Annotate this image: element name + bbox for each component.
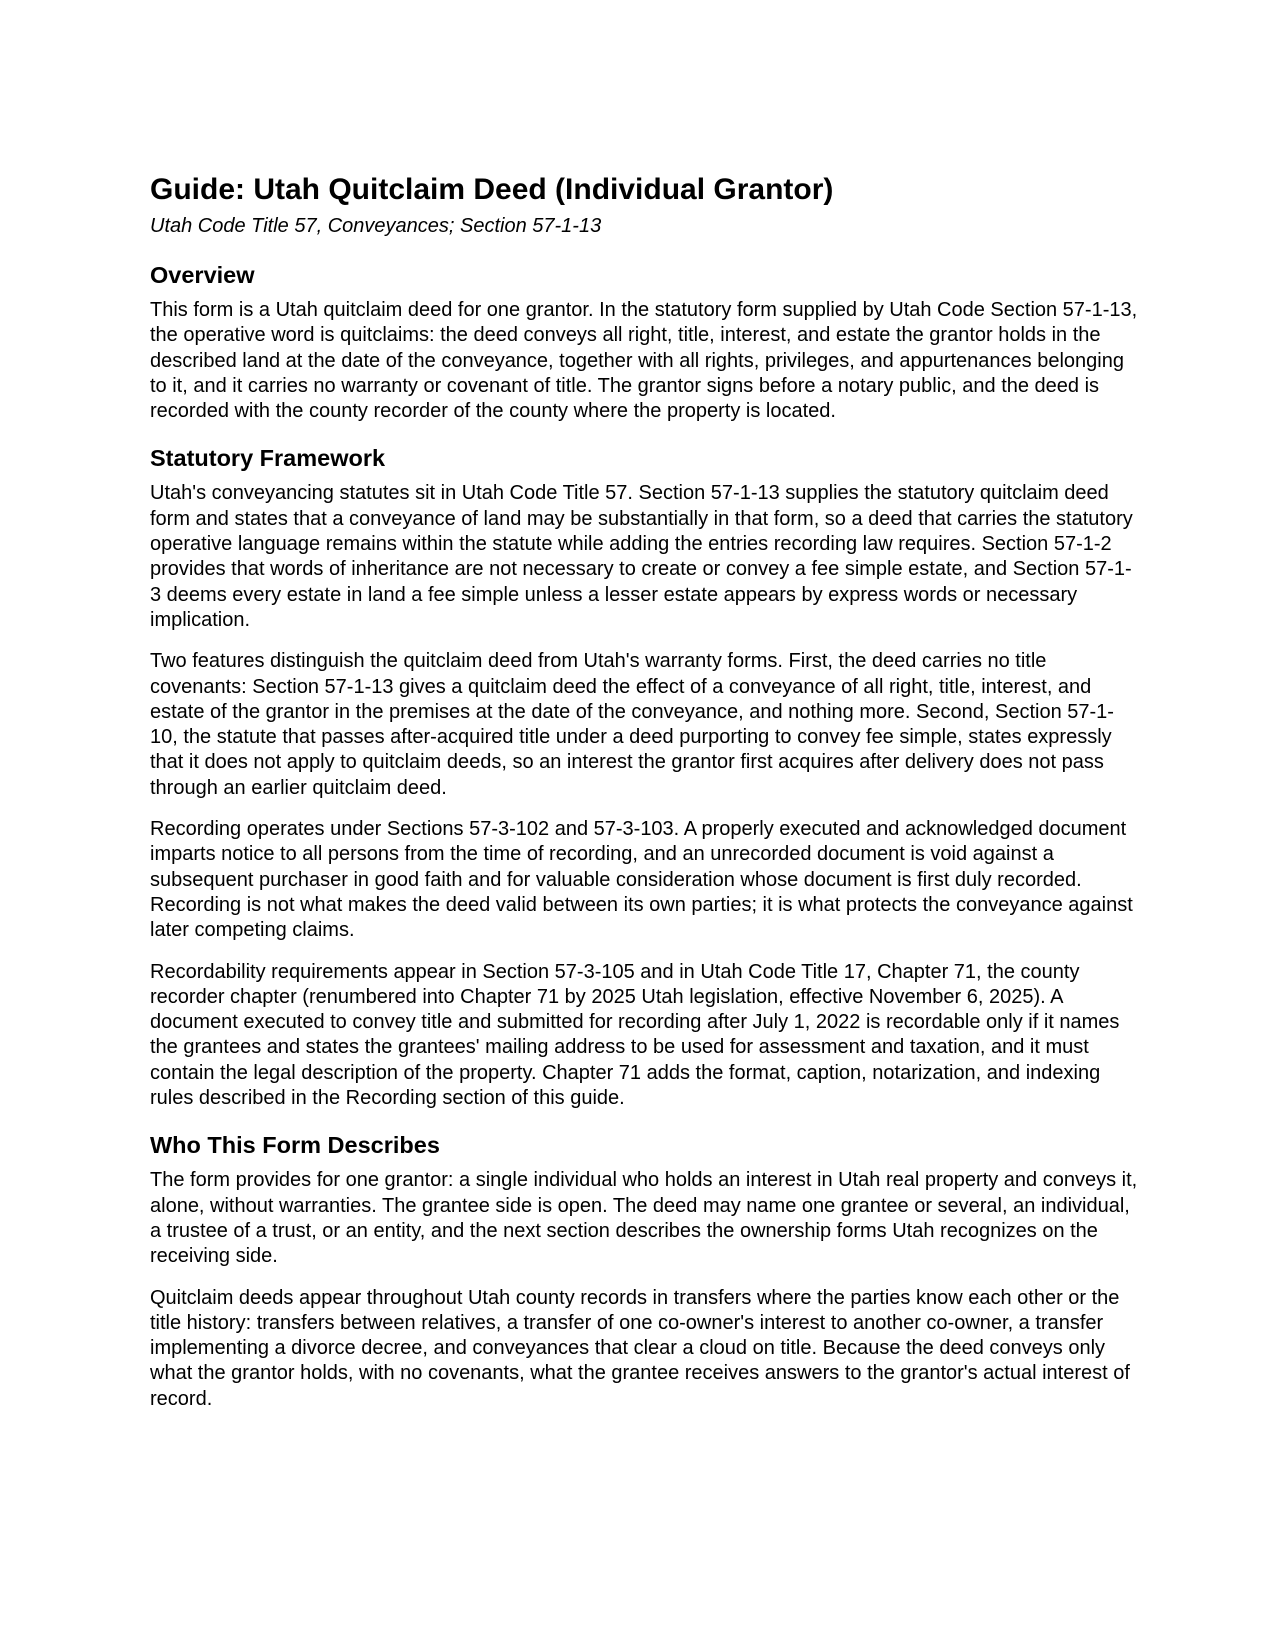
document-title: Guide: Utah Quitclaim Deed (Individual Grantor) <box>150 173 834 206</box>
paragraph: The form provides for one grantor: a single individual who holds an interest in Utah real property and conveys it, alone, without warranties. The grantee side is open. The deed may name one grantee or several, an individual, a trustee of a trust, or an entity, and the next section describes the ownership forms Utah recognizes on the receiving side. <box>150 1169 1138 1268</box>
paragraph: This form is a Utah quitclaim deed for one grantor. In the statutory form supplied by Utah Code Section 57-1-13, the operative word is quitclaims: the deed conveys all right, title, interest, and estate the grantor holds in the described land at the date of the conveyance, together with all rights, privileges, and appurtenances belonging to it, and it carries no warranty or covenant of title. The grantor signs before a notary public, and the deed is recorded with the county recorder of the county where the property is located. <box>150 299 1138 423</box>
paragraph: Utah's conveyancing statutes sit in Utah Code Title 57. Section 57-1-13 supplies the statutory quitclaim deed form and states that a conveyance of land may be substantially in that form, so a deed that carries the statutory operative language remains within the statute while adding the entries recording law requires. Section 57-1-2 provides that words of inheritance are not necessary to create or convey a fee simple estate, and Section 57-1-3 deems every estate in land a fee simple unless a lesser estate appears by express words or necessary implication. <box>150 482 1133 631</box>
paragraph: Quitclaim deeds appear throughout Utah county records in transfers where the parties know each other or the title history: transfers between relatives, a transfer of one co-owner's interest to another co-owner, a transfer implementing a divorce decree, and conveyances that clear a cloud on title. Because the deed conveys only what the grantor holds, with no covenants, what the grantee receives answers to the grantor's actual interest of record. <box>150 1286 1130 1410</box>
section-statutory-framework <box>150 444 1140 1111</box>
document-subtitle: Utah Code Title 57, Conveyances; Section 57-1-13 <box>150 215 602 237</box>
section-heading: Overview <box>150 262 255 288</box>
paragraph: Recording operates under Sections 57-3-102 and 57-3-103. A properly executed and acknowledged document imparts notice to all persons from the time of recording, and an unrecorded document is void against a subsequent purchaser in good faith and for valuable consideration whose document is first duly recorded. Recording is not what makes the deed valid between its own parties; it is what protects the conveyance against later competing claims. <box>150 818 1133 942</box>
paragraph: Recordability requirements appear in Section 57-3-105 and in Utah Code Title 17, Chapter 71, the county recorder chapter (renumbered into Chapter 71 by 2025 Utah legislation, effective November 6, 2025). A document executed to convey title and submitted for recording after July 1, 2022 is recordable only if it names the grantees and states the grantees' mailing address to be used for assessment and taxation, and it must contain the legal description of the property. Chapter 71 adds the format, caption, notarization, and indexing rules described in the Recording section of this guide. <box>150 960 1120 1110</box>
document-page <box>150 172 1140 1412</box>
section-heading: Who This Form Describes <box>150 1132 440 1159</box>
section-overview <box>150 261 1140 424</box>
section-heading: Statutory Framework <box>150 445 386 472</box>
section-who-this-form-describes <box>150 1131 1140 1412</box>
paragraph: Two features distinguish the quitclaim deed from Utah's warranty forms. First, the deed carries no title covenants: Section 57-1-13 gives a quitclaim deed the effect of a conveyance of all right, title, interest, and estate of the grantor in the premises at the date of the conveyance, and nothing more. Second, Section 57-1-10, the statute that passes after-acquired title under a deed purporting to convey fee simple, states expressly that it does not apply to quitclaim deeds, so an interest the grantor first acquires after delivery does not pass through an earlier quitclaim deed. <box>150 650 1114 799</box>
